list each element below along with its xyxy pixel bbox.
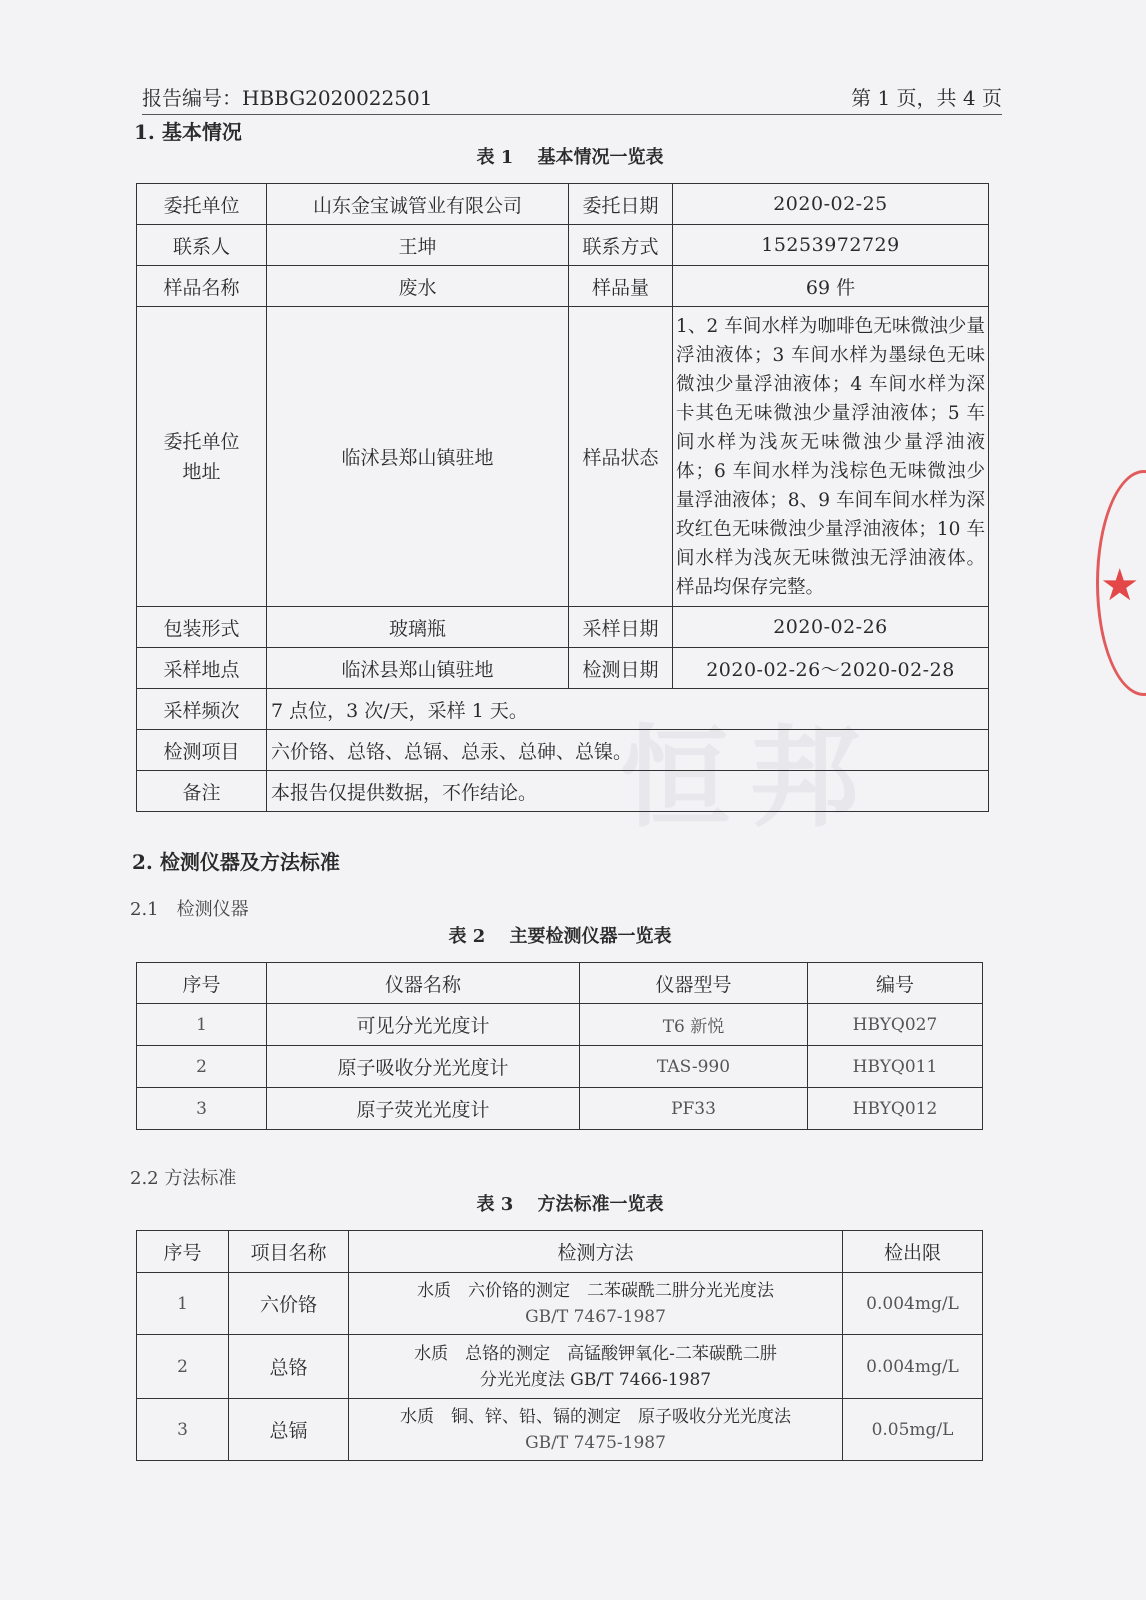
- method-name: 水质 总铬的测定 高锰酸钾氧化-二苯碳酰二肼: [414, 1343, 777, 1364]
- method-standard: GB/T 7467-1987: [525, 1306, 666, 1327]
- cell-value: 临沭县郑山镇驻地: [267, 307, 569, 607]
- cell-index: 1: [137, 1004, 267, 1046]
- page-info: 第 1 页，共 4 页: [851, 86, 1002, 110]
- cell-value: 六价铬、总铬、总镉、总汞、总砷、总镍。: [267, 730, 989, 771]
- cell-label: 委托单位 地址: [137, 307, 267, 607]
- table-row: [137, 730, 989, 771]
- table-row: [137, 1335, 983, 1399]
- column-header: 检测方法: [349, 1231, 843, 1273]
- cell-label: 样品量: [569, 266, 673, 307]
- cell-index: 2: [137, 1335, 229, 1399]
- table-row: [137, 1004, 983, 1046]
- method-standard: 分光光度法 GB/T 7466-1987: [479, 1369, 712, 1390]
- table-row: [137, 607, 989, 648]
- cell-label: 检测日期: [569, 648, 673, 689]
- table-header-row: [137, 1231, 983, 1273]
- column-header: 检出限: [843, 1231, 983, 1273]
- cell-value: 15253972729: [673, 225, 989, 266]
- cell-label: 采样地点: [137, 648, 267, 689]
- column-header: 序号: [137, 1231, 229, 1273]
- cell-label: 委托单位: [137, 184, 267, 225]
- table-row: [137, 307, 989, 607]
- column-header: 序号: [137, 963, 267, 1004]
- cell-model: TAS-990: [580, 1046, 808, 1088]
- column-header: 仪器名称: [267, 963, 580, 1004]
- cell-item-name: 总镉: [229, 1399, 349, 1461]
- method-name: 水质 六价铬的测定 二苯碳酰二肼分光光度法: [417, 1280, 774, 1301]
- cell-value: 玻璃瓶: [267, 607, 569, 648]
- table-row: [137, 225, 989, 266]
- cell-label: 备注: [137, 771, 267, 812]
- seal-star-icon: ★: [1100, 560, 1140, 611]
- cell-value: 王坤: [267, 225, 569, 266]
- cell-id: HBYQ011: [808, 1046, 983, 1088]
- cell-value: 临沭县郑山镇驻地: [267, 648, 569, 689]
- table-row: [137, 648, 989, 689]
- column-header: 仪器型号: [580, 963, 808, 1004]
- cell-instrument-name: 原子荧光光度计: [267, 1088, 580, 1130]
- section-2-heading: 2. 检测仪器及方法标准: [132, 850, 340, 874]
- table-row: [137, 771, 989, 812]
- section-2-1-heading: 2.1 检测仪器: [130, 899, 249, 920]
- cell-detection-limit: 0.05mg/L: [843, 1399, 983, 1461]
- cell-id: HBYQ012: [808, 1088, 983, 1130]
- table-3-caption: 表 3 方法标准一览表: [476, 1194, 664, 1215]
- section-2-2-heading: 2.2 方法标准: [130, 1168, 237, 1189]
- cell-label: 委托日期: [569, 184, 673, 225]
- sample-state-text: 1、2 车间水样为咖啡色无味微浊少量浮油液体；3 车间水样为墨绿色无味微浊少量浮油液体；4 车间水样为深卡其色无味微浊少量浮油液体；5 车间水样为浅灰无味微浊少量浮油液体；6 车间水样为浅棕色无味微浊少量浮油液体；8、9 车间车间水样为深玫红色无味微浊少量浮油液体；10 车间水样为浅灰无味微浊无浮油液体。样品均保存完整。: [673, 307, 989, 607]
- cell-method: [349, 1273, 843, 1335]
- cell-model: T6 新悦: [580, 1004, 808, 1046]
- cell-value: 69 件: [673, 266, 989, 307]
- cell-label: 采样频次: [137, 689, 267, 730]
- cell-index: 2: [137, 1046, 267, 1088]
- table-row: [137, 1399, 983, 1461]
- cell-label: 样品名称: [137, 266, 267, 307]
- table-basic-info: [136, 183, 989, 812]
- cell-id: HBYQ027: [808, 1004, 983, 1046]
- cell-index: 3: [137, 1088, 267, 1130]
- cell-value: 废水: [267, 266, 569, 307]
- cell-model: PF33: [580, 1088, 808, 1130]
- cell-method: [349, 1399, 843, 1461]
- cell-detection-limit: 0.004mg/L: [843, 1273, 983, 1335]
- table-2-caption: 表 2 主要检测仪器一览表: [448, 926, 672, 947]
- table-methods: [136, 1230, 983, 1461]
- table-row: [137, 1046, 983, 1088]
- method-name: 水质 铜、锌、铅、镉的测定 原子吸收分光光度法: [400, 1406, 791, 1427]
- cell-item-name: 总铬: [229, 1335, 349, 1399]
- table-header-row: [137, 963, 983, 1004]
- cell-label: 联系人: [137, 225, 267, 266]
- cell-value: 2020-02-26: [673, 607, 989, 648]
- column-header: 编号: [808, 963, 983, 1004]
- table-row: [137, 266, 989, 307]
- page-header: [142, 80, 1002, 115]
- report-number: 报告编号：HBBG2020022501: [142, 86, 433, 110]
- column-header: 项目名称: [229, 1231, 349, 1273]
- table-instruments: [136, 962, 983, 1130]
- table-row: [137, 184, 989, 225]
- cell-item-name: 六价铬: [229, 1273, 349, 1335]
- table-row: [137, 1088, 983, 1130]
- cell-label: 样品状态: [569, 307, 673, 607]
- section-1-heading: 1. 基本情况: [134, 120, 242, 144]
- cell-value: 7 点位，3 次/天，采样 1 天。: [267, 689, 989, 730]
- cell-label: 包装形式: [137, 607, 267, 648]
- cell-label: 采样日期: [569, 607, 673, 648]
- cell-value: 2020-02-26～2020-02-28: [673, 648, 989, 689]
- cell-label: 联系方式: [569, 225, 673, 266]
- cell-index: 3: [137, 1399, 229, 1461]
- cell-detection-limit: 0.004mg/L: [843, 1335, 983, 1399]
- cell-index: 1: [137, 1273, 229, 1335]
- cell-instrument-name: 可见分光光度计: [267, 1004, 580, 1046]
- method-standard: GB/T 7475-1987: [525, 1432, 666, 1453]
- table-1-caption: 表 1 基本情况一览表: [476, 147, 664, 168]
- cell-label: 检测项目: [137, 730, 267, 771]
- cell-value: 2020-02-25: [673, 184, 989, 225]
- cell-instrument-name: 原子吸收分光光度计: [267, 1046, 580, 1088]
- cell-method: [349, 1335, 843, 1399]
- table-row: [137, 1273, 983, 1335]
- cell-value: 本报告仅提供数据，不作结论。: [267, 771, 989, 812]
- cell-value: 山东金宝诚管业有限公司: [267, 184, 569, 225]
- watermark: 恒邦: [620, 713, 880, 842]
- table-row: [137, 689, 989, 730]
